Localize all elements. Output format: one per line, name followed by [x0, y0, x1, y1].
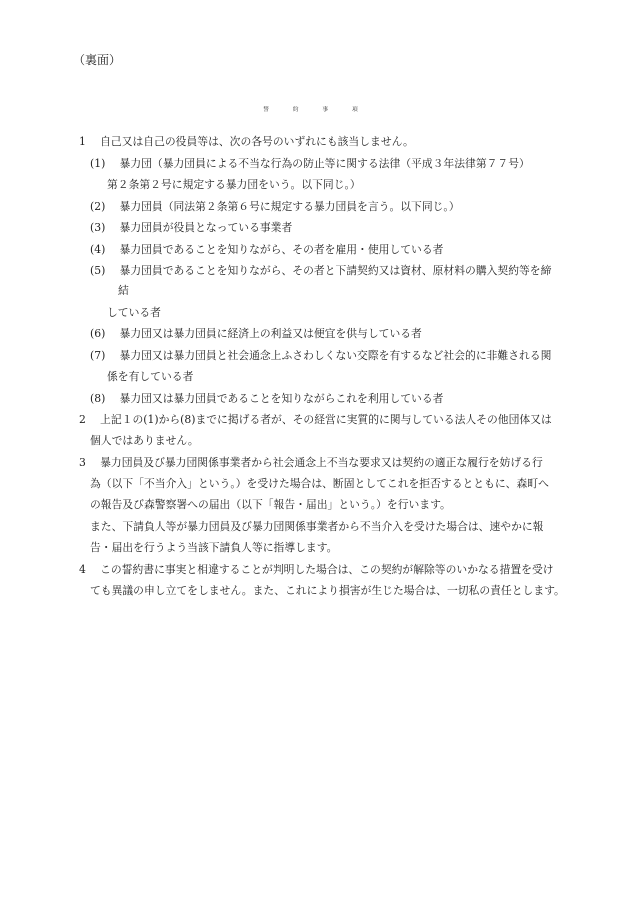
item-1-1-line-1: (1) 暴力団（暴力団員による不当な行為の防止等に関する法律（平成３年法律第７７号） [90, 157, 530, 170]
item-1-3: (3) 暴力団員が役員となっている事業者 [90, 221, 293, 234]
item-3-line-2: 為（以下「不当介入」という。）を受けた場合は、断固としてこれを拒否するとともに、森町へ [90, 477, 549, 490]
item-3-line-3: の報告及び森警察署への届出（以下「報告・届出」という。）を行います。 [90, 498, 451, 511]
item-3-line-1: 3 暴力団員及び暴力団関係事業者から社会通念上不当な要求又は契約の適正な履行を妨げる行 [79, 456, 543, 469]
item-1: 1 自己又は自己の役員等は、次の各号のいずれにも該当しません。 [79, 135, 414, 148]
document-title: 誓 約 事 項 [263, 107, 367, 113]
item-2-line-1: 2 上記１の(1)から(8)までに掲げる者が、その経営に実質的に関与している法人その他団体又は [79, 413, 552, 426]
item-1-6: (6) 暴力団又は暴力団員に経済上の利益又は便宜を供与している者 [90, 327, 422, 340]
side-label: （裏面） [73, 53, 122, 67]
item-1-5-line-2: 結 [118, 284, 129, 297]
item-3-line-5: 告・届出を行うよう当該下請負人等に指導します。 [90, 541, 338, 554]
item-1-7-line-1: (7) 暴力団又は暴力団員と社会通念上ふさわしくない交際を有するなど社会的に非難される関 [90, 349, 552, 362]
item-1-5-line-1: (5) 暴力団員であることを知りながら、その者と下請契約又は資材、原材料の購入契約等を締 [90, 264, 552, 277]
item-1-1-line-2: 第２条第２号に規定する暴力団をいう。以下同じ。） [107, 178, 361, 191]
item-1-4: (4) 暴力団員であることを知りながら、その者を雇用・使用している者 [90, 243, 444, 256]
item-1-7-line-2: 係を有している者 [107, 370, 194, 383]
item-4-line-2: ても異議の申し立てをしません。また、これにより損害が生じた場合は、一切私の責任とします。 [90, 584, 565, 597]
item-1-2: (2) 暴力団員（同法第２条第６号に規定する暴力団員を言う。以下同じ。） [90, 200, 460, 213]
item-1-8: (8) 暴力団又は暴力団員であることを知りながらこれを利用している者 [90, 392, 444, 405]
item-4-line-1: 4 この誓約書に事実と相違することが判明した場合は、この契約が解除等のいかなる措置を受け [79, 563, 554, 576]
item-3-line-4: また、下請負人等が暴力団員及び暴力団関係事業者から不当介入を受けた場合は、速やかに報 [90, 520, 544, 533]
item-2-line-2: 個人ではありません。 [90, 434, 199, 447]
item-1-5-line-3: している者 [107, 306, 161, 319]
